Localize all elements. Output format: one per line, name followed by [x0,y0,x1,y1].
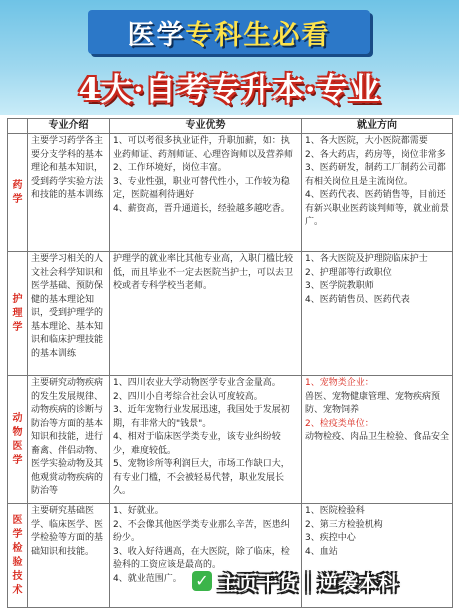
advantage-item: 2、工作环境好，岗位丰富。 [113,163,227,173]
career-item: 3、医学院教职师 [305,281,374,291]
footer-text: 主页干货｜逆袭本科 [218,570,398,595]
category-cell [8,134,28,252]
category-label: 护 理 学 [12,293,23,333]
career-group-text: 动物检疫、肉品卫生检验、食品安全 [305,432,450,442]
career-item: 1、各大医院，大小医院都需要 [305,136,428,146]
check-icon: ✓ [192,571,212,591]
advantage-item: 4、薪资高，晋升通道长，经验越多越吃香。 [113,203,290,214]
title-banner [88,10,370,54]
footer-banner [192,566,454,596]
career-group-heading: 2、检疫类单位： [305,418,374,429]
career-cell [302,252,453,376]
career-cell [302,134,453,252]
intro-cell: 主要研究基础医学、临床医学、医学检验等方面的基础知识和技能。 [28,504,110,608]
header-cell-intro: 专业介绍 [28,119,110,134]
header-cell-career: 就业方向 [302,119,453,134]
career-item: 3、医药研发，制药工厂制药公司都有相关岗位且是主流岗位。 [305,163,446,187]
category-cell [8,376,28,504]
category-label: 药 学 [12,179,23,205]
advantage-item: 4、相对于临床医学类专业，该专业纠纷较少，难度较低。 [113,432,281,456]
intro-cell: 主要学习药学各主要分支学科的基本理论和基本知识，受到药学实验方法和技能的基本训练 [28,134,110,252]
career-item: 3、疾控中心 [305,533,356,543]
career-item: 2、护理部等行政职位 [305,267,392,278]
advantage-item: 1、好就业。 [113,506,164,516]
category-label: 医 学 检 验 技 术 [12,514,23,596]
advantage-cell [110,134,302,252]
advantage-item: 3、专业性强，职业可替代性小，工作较为稳定，医院福利待遇好 [113,176,290,200]
career-cell [302,376,453,504]
advantage-cell [110,252,302,376]
advantage-item: 2、四川小自考综合社会认可度较高。 [113,391,263,402]
advantage-item: 护理学的就业率比其他专业高，入职门槛比较低，而且毕业不一定去医院当护士，可以去卫校或者专科学校当老师。 [113,254,294,291]
career-item: 2、第三方检验机构 [305,519,383,530]
table-row [8,376,453,504]
advantage-item: 4、就业范围广。 [113,573,182,584]
career-item: 4、医药销售员、医药代表 [305,294,410,305]
header-cell-blank [8,119,28,134]
category-label: 动 物 医 学 [12,412,23,466]
table-header-row [8,119,453,134]
advantage-item: 2、不会像其他医学类专业那么辛苦，医患纠纷少。 [113,519,290,543]
page-title: 医学专科生必看 [127,19,331,51]
category-cell [8,252,28,376]
advantage-item: 1、四川农业大学动物医学专业含金量高。 [113,378,281,388]
table-row [8,252,453,376]
advantage-cell [110,376,302,504]
career-item: 4、血站 [305,546,338,557]
intro-cell: 主要研究动物疾病的发生发展规律、动物疾病的诊断与防治等方面的基本知识和技能，进行畜禽、伴侣动物、医学实验动物及其他观赏动物疾病的防治等 [28,376,110,504]
career-item: 1、医院检验科 [305,506,365,516]
career-group-text: 兽医、宠物健康管理、宠物疾病预防、宠物饲养 [305,391,441,415]
advantage-item: 5、宠物诊所等利润巨大，市场工作缺口大，有专业门槛，不会被轻易代替，职业发展长久。 [113,459,290,496]
advantage-item: 1、可以考很多执业证件，升职加薪，如：执业药师证、药剂师证、心理咨询师以及营养师 [113,136,294,160]
advantage-item: 3、近年宠物行业发展迅速，我国处于发展初期，有非常大的"钱景"。 [113,405,290,429]
table-row [8,134,453,252]
career-item: 2、各大药店，药房等，岗位非常多 [305,149,446,160]
intro-cell: 主要学习相关的人文社会科学知识和医学基础、预防保健的基本理论知识，受到护理学的基本理论、基本知识和临床护理技能的基本训练 [28,252,110,376]
majors-table [7,118,453,608]
header-cell-advantage: 专业优势 [110,119,302,134]
advantage-item: 3、收入好待遇高，在大医院，除了临床，检验科的工资应该是最高的。 [113,546,290,570]
career-item: 4、医药代表、医药销售等，目前还有新兴职业医药谈判师等，就业前景广。 [305,190,450,227]
page-subtitle: 4大·自考专升本·专业 [78,72,381,108]
category-cell [8,504,28,608]
career-item: 1、各大医院及护理院临床护士 [305,254,428,264]
career-group-heading: 1、宠物类企业： [305,378,374,388]
